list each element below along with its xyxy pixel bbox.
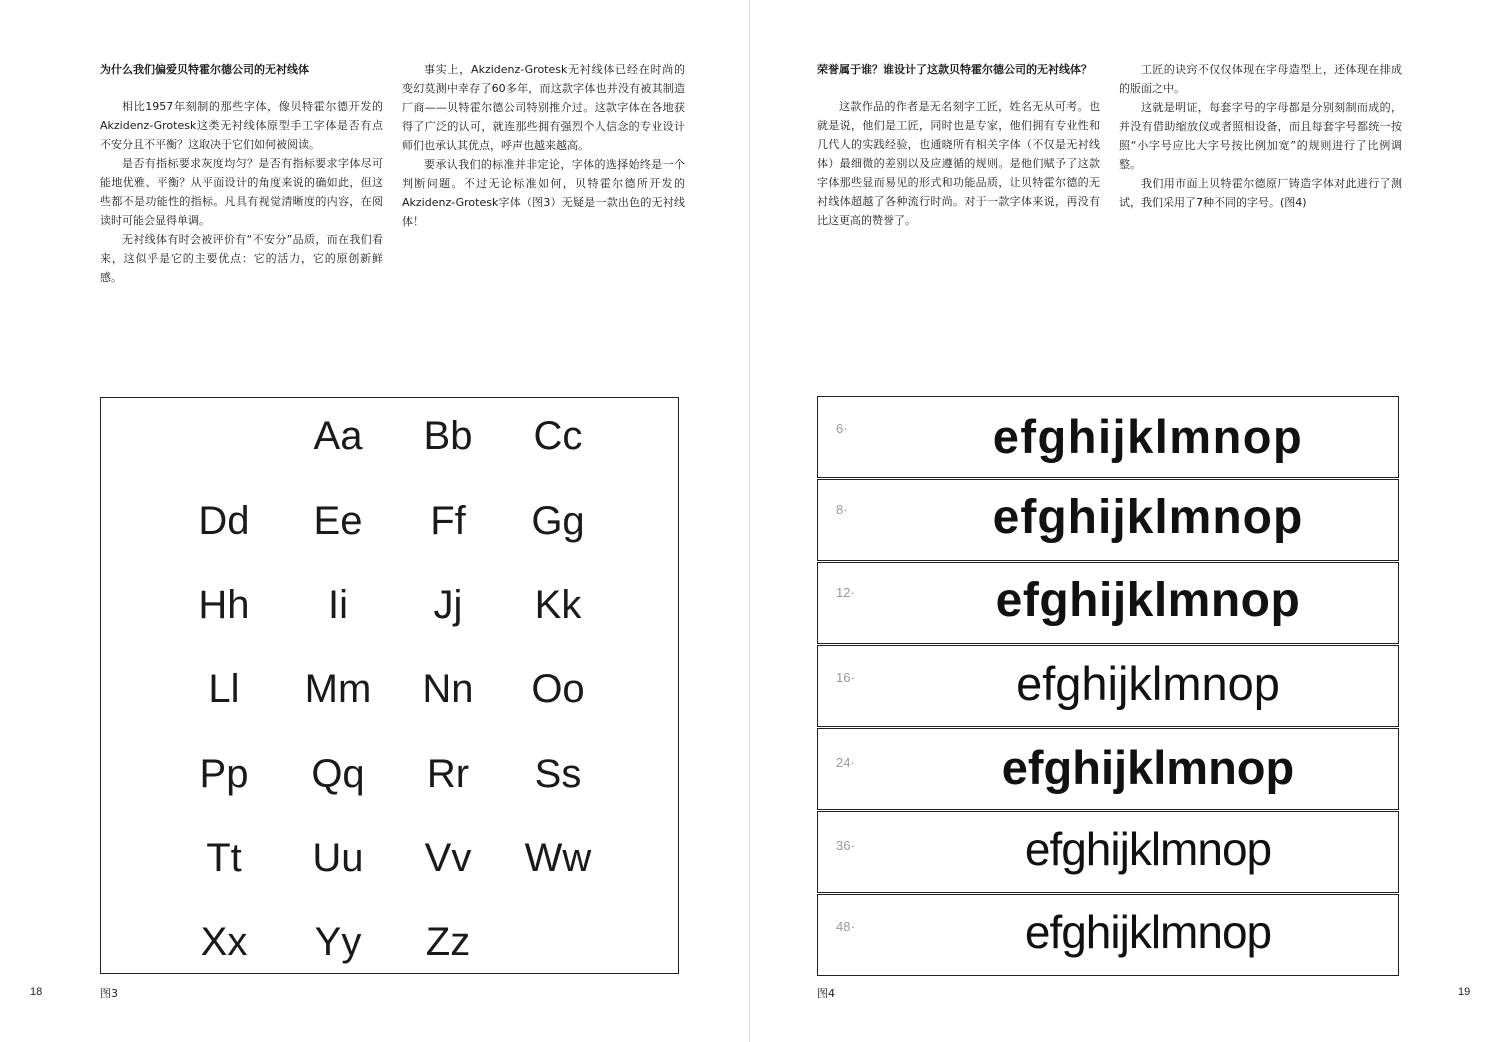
glyph-pair: Tt <box>206 836 242 880</box>
figure-3-alphabet <box>100 397 679 974</box>
glyph-pair: Ee <box>313 499 363 543</box>
figure-4-size-samples <box>817 396 1399 976</box>
glyph-pair: Uu <box>312 836 364 880</box>
glyph-pair: Aa <box>313 414 363 458</box>
glyph-pair: Ff <box>430 499 466 543</box>
glyph-pair: Kk <box>534 583 582 627</box>
size-label: 48· <box>836 919 855 934</box>
left-heading: 为什么我们偏爱贝特霍尔德公司的无衬线体 <box>100 63 309 76</box>
right-paragraph-1: 这款作品的作者是无名刻字工匠，姓名无从可考。也就是说，他们是工匠，同时也是专家，他们拥有专业性和几代人的实践经验，也通晓所有相关字体（不仅是无衬线体）最细微的差别以及应遵循的规则。是他们赋予了这款字体那些显而易见的形式和功能品质，让贝特霍尔德的无衬线体超越了各种流行时尚。对于一款字体来说，再没有比这更高的赞誉了。 <box>817 100 1100 227</box>
sample-text: efghijklmnop <box>992 491 1304 544</box>
sample-text: efghijklmnop <box>1024 906 1272 958</box>
left-column-2 <box>402 60 685 231</box>
size-strip <box>817 562 1399 644</box>
sample-text: efghijklmnop <box>1024 823 1272 875</box>
size-strip <box>817 894 1399 976</box>
glyph-pair: Bb <box>423 414 473 458</box>
sample-text: efghijklmnop <box>1001 741 1295 794</box>
glyph-pair: Ii <box>328 583 348 627</box>
glyph-pair: Ss <box>534 752 582 796</box>
figure-4-caption: 图4 <box>817 987 835 1000</box>
size-label: 24· <box>836 755 855 770</box>
glyph-pair: Qq <box>311 752 365 796</box>
right-paragraph-4: 我们用市面上贝特霍尔德原厂铸造字体对此进行了测试，我们采用了7种不同的字号。(图4) <box>1119 177 1402 209</box>
left-paragraph-5: 要承认我们的标准并非定论，字体的选择始终是一个判断问题。不过无论标准如何，贝特霍尔德所开发的Akzidenz-Grotesk字体（图3）无疑是一款出色的无衬线体！ <box>402 158 685 228</box>
right-column-1 <box>817 60 1100 230</box>
figure-3-caption: 图3 <box>100 987 118 1000</box>
size-strip <box>817 645 1399 727</box>
size-strip <box>817 396 1399 478</box>
glyph-pair: Yy <box>314 920 362 964</box>
size-strip <box>817 811 1399 893</box>
size-label: 8· <box>836 502 848 517</box>
glyph-pair: Xx <box>200 920 248 964</box>
size-label: 12· <box>836 585 855 600</box>
glyph-pair: Cc <box>533 414 583 458</box>
size-label: 16· <box>836 670 855 685</box>
glyph-pair: Pp <box>199 752 249 796</box>
left-paragraph-3: 无衬线体有时会被评价有“不安分”品质，而在我们看来，这似乎是它的主要优点：它的活力，它的原创新鲜感。 <box>100 233 383 284</box>
glyph-pair: Ll <box>208 667 240 711</box>
size-label: 6· <box>836 421 848 436</box>
glyph-pair: Jj <box>433 583 463 627</box>
glyph-pair: Dd <box>198 499 250 543</box>
right-heading: 荣誉属于谁？谁设计了这款贝特霍尔德公司的无衬线体？ <box>817 63 1092 76</box>
size-label: 36· <box>836 838 855 853</box>
glyph-pair: Nn <box>422 667 474 711</box>
glyph-pair: Zz <box>425 920 471 964</box>
page-number-left: 18 <box>30 986 43 998</box>
glyph-pair: Rr <box>426 752 470 796</box>
size-strip <box>817 479 1399 561</box>
glyph-pair: Mm <box>304 667 372 711</box>
page-number-right: 19 <box>1458 986 1471 998</box>
size-strip <box>817 728 1399 810</box>
sample-text: efghijklmnop <box>992 410 1304 463</box>
glyph-pair: Vv <box>424 836 472 880</box>
right-column-2 <box>1119 60 1402 212</box>
right-paragraph-2: 工匠的诀窍不仅仅体现在字母造型上，还体现在排成的版面之中。 <box>1119 63 1402 95</box>
left-paragraph-4: 事实上，Akzidenz-Grotesk无衬线体已经在时尚的变幻莫测中幸存了60多年，而这款字体也并没有被其制造厂商——贝特霍尔德公司特别推介过。这款字体在各地获得了广泛的认可，就连那些拥有强烈个人信念的专业设计师们也承认其优点，呼声也越来越高。 <box>402 63 685 152</box>
sample-text: efghijklmnop <box>1016 657 1280 710</box>
left-paragraph-2: 是否有指标要求灰度均匀？是否有指标要求字体尽可能地优雅、平衡？从平面设计的角度来说的确如此，但这些都不是功能性的指标。凡具有视觉清晰度的内容，在阅读时可能会显得单调。 <box>100 157 383 227</box>
glyph-pair: Gg <box>531 499 585 543</box>
right-paragraph-3: 这就是明证，每套字号的字母都是分别刻制而成的，并没有借助缩放仪或者照相设备，而且每套字号都统一按照“小字号应比大字号按比例加宽”的规则进行了比例调整。 <box>1119 101 1402 171</box>
sample-text: efghijklmnop <box>995 574 1301 627</box>
glyph-pair: Ww <box>524 836 592 880</box>
gutter-line <box>749 0 750 1042</box>
glyph-pair: Oo <box>531 667 585 711</box>
left-column-1 <box>100 60 383 287</box>
left-paragraph-1: 相比1957年刻制的那些字体，像贝特霍尔德开发的Akzidenz-Grotesk这类无衬线体原型手工字体是否有点不安分且不平衡？这取决于它们如何被阅读。 <box>100 100 383 151</box>
glyph-pair: Hh <box>198 583 250 627</box>
